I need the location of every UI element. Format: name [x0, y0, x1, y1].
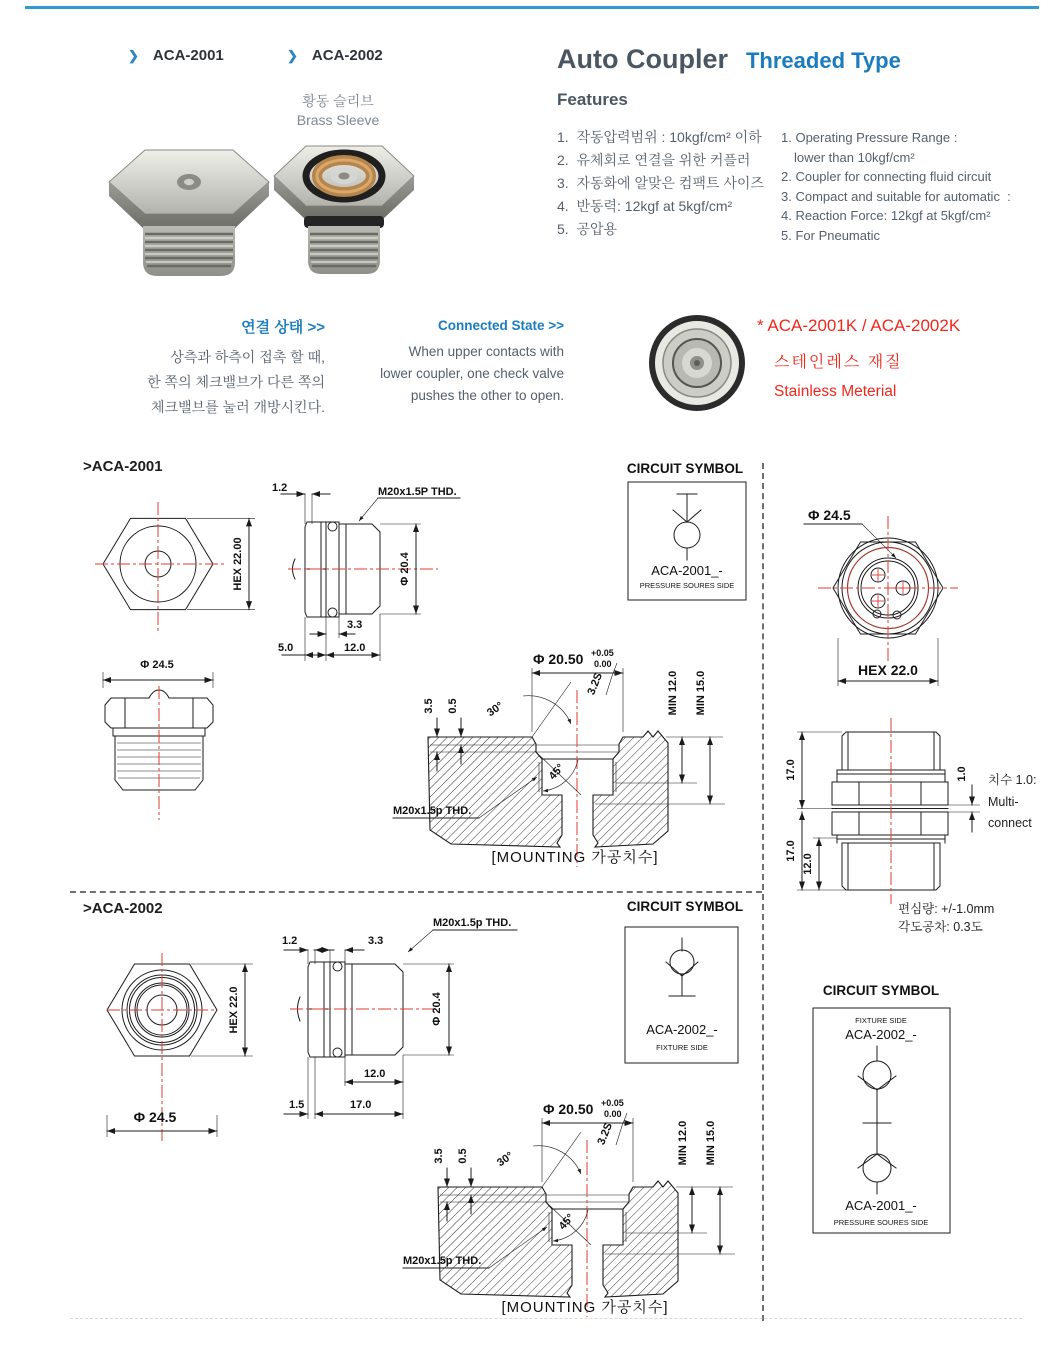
dim-3-5: 3.5 — [423, 698, 435, 714]
features-list-ko — [557, 126, 764, 241]
dim-angle-45: 45° — [546, 761, 567, 783]
dim-bore-dia: Φ 20.50 — [543, 1101, 594, 1117]
stainless-material-en: Stainless Meterial — [774, 383, 897, 400]
section-divider-vertical — [762, 463, 764, 1321]
dim-0-5: 0.5 — [447, 698, 459, 714]
dim-1-2: 1.2 — [282, 935, 298, 947]
page-title: Auto Coupler — [557, 44, 728, 74]
dim-min-12: MIN 12.0 — [667, 670, 679, 716]
dim-1-0: 1.0 — [956, 766, 968, 782]
surface-finish: 3.2S — [595, 1121, 616, 1147]
feature-item: 4. 반동력: 12kgf at 5kgf/cm² — [557, 198, 733, 214]
dim-min-15: MIN 15.0 — [695, 670, 707, 716]
dim-0-5: 0.5 — [457, 1148, 469, 1164]
page-title-row — [557, 44, 901, 75]
dim-dia-24-5: Φ 24.5 — [808, 507, 851, 523]
dim-hex-22-00: HEX 22.00 — [232, 537, 244, 591]
circuit-side-label: FIXTURE SIDE — [656, 1043, 708, 1052]
dim-3-5: 3.5 — [433, 1148, 445, 1164]
text-line: 한 쪽의 체크밸브가 다른 쪽의 — [147, 374, 325, 390]
front-view-aca-2001 — [95, 492, 270, 642]
front-view-aca-2002 — [95, 945, 260, 1145]
feature-item: 3. Compact and suitable for automatic : — [781, 188, 1011, 204]
drawing-label-aca-2002: >ACA-2002 — [83, 900, 163, 917]
product-photo-aca-2002 — [270, 132, 418, 277]
circuit-model: ACA-2001_- — [651, 563, 723, 578]
connected-state-block-ko — [138, 316, 325, 420]
product-name: ACA-2001 — [152, 47, 224, 64]
feature-item: 1. 작동압력범위 : 10kgf/cm² 이하 — [557, 129, 762, 145]
circuit-side-label: PRESSURE SOURES SIDE — [639, 581, 735, 590]
top-accent-rule — [25, 6, 1039, 9]
connected-state-block-en — [378, 318, 564, 407]
product-photo-aca-2001 — [103, 138, 275, 278]
eccentricity-note: 편심량: +/-1.0mm — [898, 902, 995, 916]
bottom-view-aca-2001 — [95, 650, 245, 835]
dim-5-0: 5.0 — [278, 642, 294, 654]
dim-1-5: 1.5 — [289, 1099, 305, 1111]
dim-tolerance-upper: +0.05 — [601, 1098, 624, 1108]
dim-min-12: MIN 12.0 — [677, 1120, 689, 1166]
mounting-drawing-aca-2001 — [385, 638, 750, 870]
feature-item: 5. For Pneumatic — [781, 227, 880, 243]
stainless-variant-note — [757, 314, 960, 401]
dim-dia-24-5: Φ 24.5 — [133, 1109, 177, 1125]
circuit-symbol-heading: CIRCUIT SYMBOL — [626, 461, 744, 476]
dim-dia-20-4: Φ 20.4 — [431, 992, 443, 1026]
connected-state-text-ko — [138, 345, 325, 420]
fixture-side-label: FIXTURE SIDE — [855, 1016, 907, 1025]
mounting-caption: [MOUNTING 가공치수] — [491, 849, 659, 866]
dim-1-2: 1.2 — [272, 482, 288, 494]
check-valve-symbol — [673, 494, 701, 560]
dim-angle-30: 30° — [495, 1149, 516, 1170]
connected-state-title-ko: 연결 상태 >> — [241, 319, 325, 336]
product-label-aca-2001 — [128, 47, 224, 64]
text-line: pushes the other to open. — [410, 388, 564, 403]
dim-hex-22-0: HEX 22.0 — [858, 662, 918, 678]
circuit-symbol-combined — [800, 982, 965, 1240]
dim-min-15: MIN 15.0 — [705, 1120, 717, 1166]
circuit-symbol-aca-2001 — [618, 460, 753, 608]
sleeve-note-ko: 황동 슬리브 — [302, 93, 374, 109]
feature-item: 5. 공압용 — [557, 221, 618, 237]
circuit-model: ACA-2002_- — [646, 1022, 718, 1037]
dim-12-0: 12.0 — [364, 1068, 386, 1080]
section-divider-horizontal — [70, 891, 762, 893]
connected-front-view — [790, 498, 1015, 690]
thread-callout: M20x1.5p THD. — [433, 917, 512, 929]
thread-callout: M20x1.5p THD. — [403, 1255, 482, 1267]
dim-3-3: 3.3 — [368, 935, 384, 947]
check-valve-symbol — [666, 938, 698, 996]
product-label-aca-2002 — [287, 47, 383, 64]
dim-17-0-bottom: 17.0 — [785, 840, 797, 862]
dim-tolerance-upper: +0.05 — [591, 648, 614, 658]
chevron-right-icon: ❯ — [128, 47, 139, 63]
drawing-label-aca-2001: >ACA-2001 — [83, 458, 163, 475]
feature-item: 2. 유체회로 연결을 위한 커플러 — [557, 152, 751, 168]
circuit-model-top: ACA-2002_- — [845, 1027, 917, 1042]
mounting-section-geometry — [438, 1140, 678, 1317]
dim-dia-24-5: Φ 24.5 — [140, 659, 174, 671]
dim-angle-45: 45° — [556, 1211, 577, 1233]
mounting-caption: [MOUNTING 가공치수] — [501, 1299, 669, 1316]
thread-callout: M20x1.5P THD. — [378, 486, 457, 498]
pressure-side-label: PRESSURE SOURES SIDE — [833, 1218, 929, 1227]
thread-callout: M20x1.5p THD. — [393, 805, 472, 817]
feature-item: 3. 자동화에 알맞은 컴팩트 사이즈 — [557, 175, 764, 191]
stainless-models: * ACA-2001K / ACA-2002K — [757, 316, 961, 335]
connected-coupler-photo — [648, 314, 746, 412]
text-line: lower coupler, one check valve — [380, 366, 564, 381]
circuit-model-bottom: ACA-2001_- — [845, 1198, 917, 1213]
dim-hex-22-0: HEX 22.0 — [228, 986, 240, 1034]
dim-bore-dia: Φ 20.50 — [533, 651, 584, 667]
text-line: 상측과 하측이 접촉 할 때, — [170, 349, 325, 365]
dim-tolerance-lower: 0.00 — [594, 659, 612, 669]
chevron-right-icon: ❯ — [287, 47, 298, 63]
text-line: 체크밸브를 눌러 개방시킨다. — [151, 399, 325, 415]
mounting-section-geometry — [428, 690, 668, 867]
dim-angle-30: 30° — [485, 699, 506, 720]
product-name: ACA-2002 — [311, 47, 383, 64]
stainless-material-ko: 스테인레스 재질 — [774, 354, 903, 371]
surface-finish: 3.2S — [585, 671, 606, 697]
feature-item: 4. Reaction Force: 12kgf at 5kgf/cm² — [781, 208, 991, 223]
connected-state-text-en — [378, 341, 564, 407]
feature-item: 2. Coupler for connecting fluid circuit — [781, 169, 992, 184]
check-valve-pair-symbol — [858, 1046, 896, 1194]
sleeve-note-en: Brass Sleeve — [296, 112, 380, 128]
dim-tolerance-lower: 0.00 — [604, 1109, 622, 1119]
text-line: When upper contacts with — [408, 344, 564, 359]
brass-sleeve-note — [288, 92, 388, 130]
connected-couplers-geometry — [832, 732, 948, 890]
multiconnect-note-line2: Multi- — [988, 795, 1019, 809]
feature-item: 1. Operating Pressure Range : — [781, 130, 958, 145]
dim-3-3: 3.3 — [347, 619, 363, 631]
mounting-drawing-aca-2002 — [395, 1088, 760, 1320]
dim-dia-20-4: Φ 20.4 — [399, 552, 411, 586]
feature-item-continuation: lower than 10kgf/cm² — [794, 149, 915, 165]
circuit-symbol-aca-2002 — [616, 898, 756, 1070]
connected-state-title-en: Connected State >> — [437, 318, 564, 333]
multiconnect-note-line1: 치수 1.0: — [988, 773, 1037, 787]
dim-12-0: 12.0 — [344, 642, 366, 654]
dim-17-0-top: 17.0 — [785, 759, 797, 781]
circuit-symbol-heading: CIRCUIT SYMBOL — [626, 899, 744, 914]
features-list-en — [781, 128, 1011, 245]
dim-17-0: 17.0 — [350, 1099, 372, 1111]
connected-side-view — [775, 712, 1060, 940]
circuit-symbol-heading: CIRCUIT SYMBOL — [822, 983, 940, 998]
features-heading: Features — [557, 90, 628, 109]
multiconnect-note-line3: connect — [988, 816, 1032, 830]
angle-tolerance-note: 각도공차: 0.3도 — [898, 920, 983, 934]
dim-12-0: 12.0 — [802, 853, 814, 875]
page-subtitle: Threaded Type — [745, 48, 901, 73]
